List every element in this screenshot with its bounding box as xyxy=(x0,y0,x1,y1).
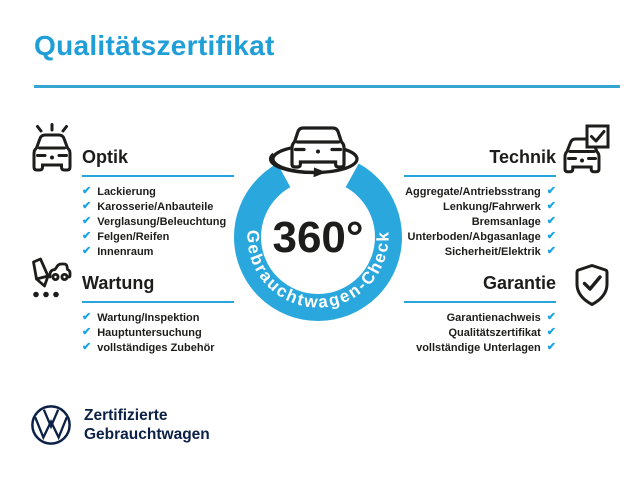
check-icon: ✔ xyxy=(546,341,556,353)
ring-label: Gebrauchtwagen-Check xyxy=(243,229,393,312)
check-icon: ✔ xyxy=(546,311,556,323)
check-icon: ✔ xyxy=(82,245,92,257)
check-icon: ✔ xyxy=(546,185,556,197)
list-item-label: Lenkung/Fahrwerk xyxy=(442,200,541,213)
list-item-label: Unterboden/Abgasanlage xyxy=(407,230,541,243)
list-item-label: Garantienachweis xyxy=(446,311,541,324)
section-optik-heading: Optik xyxy=(82,147,129,167)
check-icon: ✔ xyxy=(82,341,92,353)
list-item-label: Verglasung/Beleuchtung xyxy=(97,215,227,228)
check-icon: ✔ xyxy=(546,326,556,338)
list-item-label: vollständige Unterlagen xyxy=(416,341,541,354)
check-icon: ✔ xyxy=(82,215,92,227)
shield-check-icon xyxy=(566,261,618,313)
check-icon: ✔ xyxy=(546,200,556,212)
list-item-label: Hauptuntersuchung xyxy=(97,326,202,339)
degrees-label: 360° xyxy=(272,213,364,262)
footer-brand-text xyxy=(84,406,210,444)
page-title: Qualitätszertifikat xyxy=(34,30,275,61)
list-item-label: Qualitätszertifikat xyxy=(448,326,541,339)
list-item-label: Sicherheit/Elektrik xyxy=(444,245,541,258)
section-technik-heading: Technik xyxy=(489,147,556,167)
check-icon: ✔ xyxy=(82,185,92,197)
check-icon: ✔ xyxy=(82,326,92,338)
section-garantie-heading: Garantie xyxy=(482,273,556,293)
list-item-label: Bremsanlage xyxy=(471,215,541,228)
vw-logo-icon xyxy=(30,404,72,446)
footer-brand-line1: Zertifizierte xyxy=(84,407,168,424)
check-icon: ✔ xyxy=(82,230,92,242)
service-checklist-icon xyxy=(21,256,73,308)
list-item-label: Lackierung xyxy=(97,185,156,198)
section-wartung-heading: Wartung xyxy=(82,273,155,293)
360-check-badge xyxy=(193,112,443,362)
list-item-label: Aggregate/Antriebsstrang xyxy=(405,185,541,198)
title-divider xyxy=(34,85,620,88)
list-item-label: Wartung/Inspektion xyxy=(97,311,200,324)
check-icon: ✔ xyxy=(82,200,92,212)
list-item-label: Felgen/Reifen xyxy=(97,230,170,243)
check-icon: ✔ xyxy=(546,245,556,257)
check-icon: ✔ xyxy=(546,215,556,227)
check-icon: ✔ xyxy=(82,311,92,323)
list-item-label: Karosserie/Anbauteile xyxy=(97,200,214,213)
car-shine-icon xyxy=(26,122,78,174)
check-icon: ✔ xyxy=(546,230,556,242)
car-checkbox-icon xyxy=(560,123,612,175)
footer-brand-line2: Gebrauchtwagen xyxy=(84,426,210,443)
list-item-label: Innenraum xyxy=(97,245,154,258)
list-item-label: vollständiges Zubehör xyxy=(97,341,215,354)
